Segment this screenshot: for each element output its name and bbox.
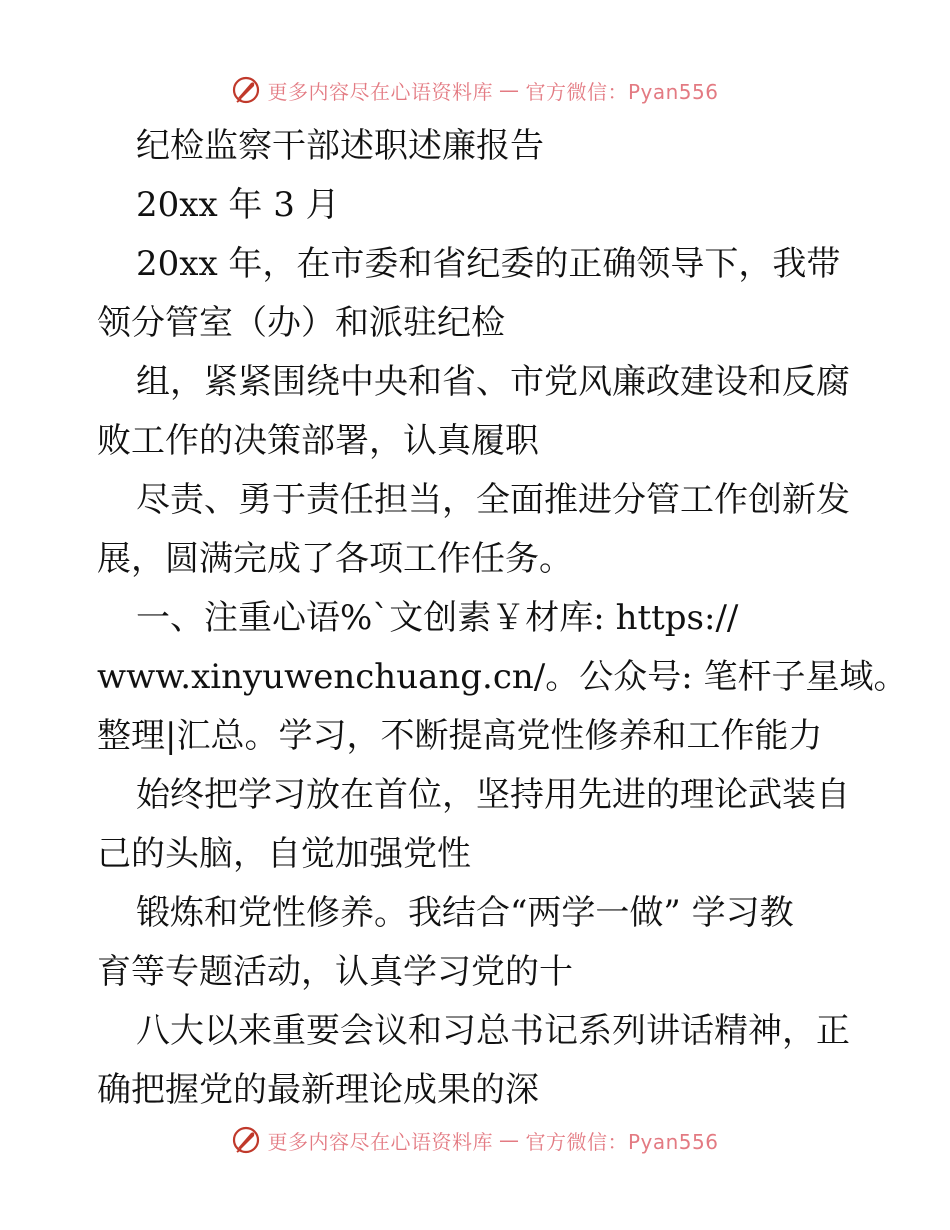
feather-pen-logo-icon — [231, 1125, 261, 1155]
paragraph-line: 己的头脑，自觉加强党性 — [97, 834, 471, 874]
section-heading: 一、注重心语%`文创素￥材库: https:// — [136, 598, 739, 638]
paragraph-line: 展，圆满完成了各项工作任务。 — [97, 539, 573, 579]
banner-text: 更多内容尽在心语资料库 — [267, 1129, 493, 1154]
paragraph-line: 锻炼和党性修养。我结合“两学一做” 学习教 — [136, 893, 794, 933]
document-date: 20xx 年 3 月 — [136, 185, 340, 225]
paragraph-line: www.xinyuwenchuang.cn/。公众号: 笔杆子星域。 — [97, 657, 908, 697]
paragraph-line: 确把握党的最新理论成果的深 — [97, 1070, 539, 1110]
banner-text: 更多内容尽在心语资料库 — [267, 79, 493, 104]
banner-dash: — — [498, 78, 520, 102]
banner-wechat: 官方微信：Pyan556 — [525, 1129, 719, 1154]
banner-wechat: 官方微信：Pyan556 — [525, 79, 719, 104]
banner-dash: — — [498, 1128, 520, 1152]
paragraph-line: 20xx 年，在市委和省纪委的正确领导下，我带 — [136, 244, 841, 284]
paragraph-line: 领分管室（办）和派驻纪检 — [97, 303, 505, 343]
document-title: 纪检监察干部述职述廉报告 — [136, 126, 544, 166]
paragraph-line: 始终把学习放在首位，坚持用先进的理论武装自 — [136, 775, 850, 815]
header-banner — [0, 70, 950, 110]
paragraph-line: 尽责、勇于责任担当，全面推进分管工作创新发 — [136, 480, 850, 520]
paragraph-line: 整理|汇总。学习，不断提高党性修养和工作能力 — [97, 716, 823, 756]
paragraph-line: 组，紧紧围绕中央和省、市党风廉政建设和反腐 — [136, 362, 850, 402]
paragraph-line: 育等专题活动，认真学习党的十 — [97, 952, 573, 992]
feather-pen-logo-icon — [231, 75, 261, 105]
footer-banner — [0, 1120, 950, 1160]
paragraph-line: 八大以来重要会议和习总书记系列讲话精神，正 — [136, 1011, 850, 1051]
paragraph-line: 败工作的决策部署，认真履职 — [97, 421, 539, 461]
